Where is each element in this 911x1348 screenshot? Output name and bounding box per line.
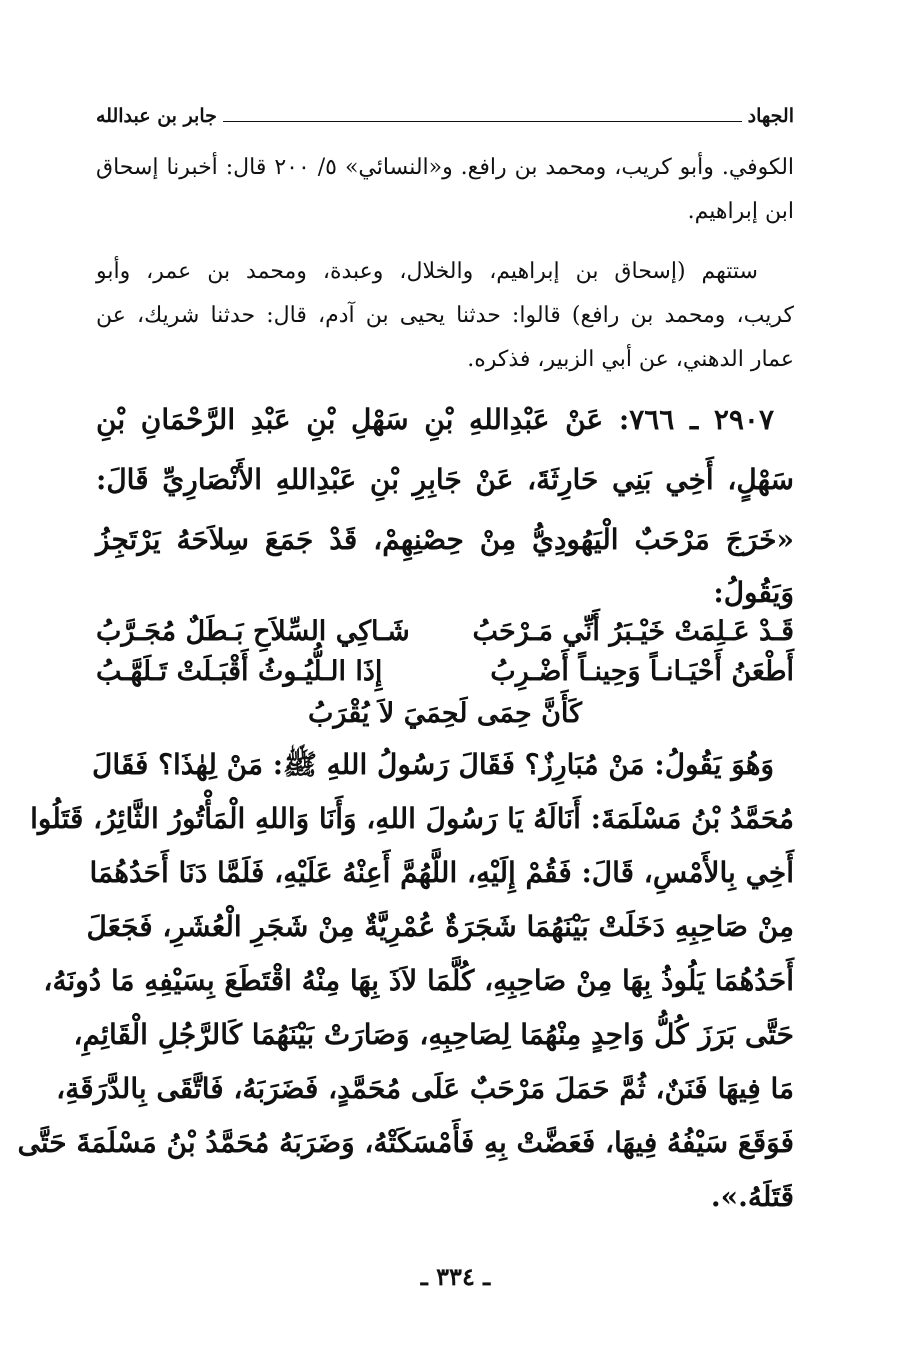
poem-hemistich: شَـاكِي السِّلاَحِ بَـطَلٌ مُجَـرَّبُ: [96, 616, 410, 647]
text-line: ابن إبراهيم.: [687, 199, 794, 224]
poem-hemistich: أَطْعَنُ أَحْيَـانـاً وَحِينـاً أَضْـرِبُ: [490, 656, 794, 687]
poem-verse: [96, 612, 794, 652]
text-line: قَتَلَهُ.».: [710, 1180, 794, 1213]
text-line: مِنْ صَاحِبِهِ دَخَلَتْ بَيْنَهُمَا شَجَرَةٌ عُمْرِيَّةٌ مِنْ شَجَرِ الْعُشَرِ، فَجَعَلَ: [86, 910, 794, 943]
poem-final-line: كَأَنَّ حِمَى لَحِمَيَ لاَ يُقْرَبُ: [308, 698, 582, 729]
text-line: «خَرَجَ مَرْحَبٌ الْيَهُودِيُّ مِنْ حِصْنِهِمْ، قَدْ جَمَعَ سِلاَحَهُ يَرْتَجِزُ: [96, 523, 794, 556]
narrative-paragraph: [17, 738, 794, 1224]
running-header: [96, 100, 794, 128]
poem-verse: [96, 652, 794, 692]
section-title: جابر بن عبدالله: [96, 105, 217, 127]
text-line: فَوَقَعَ سَيْفُهُ فِيهَا، فَعَضَّتْ بِهِ فَأَمْسَكَتْهُ، وَضَرَبَهُ مُحَمَّدُ بْنُ مَسْلَمَةَ حَتَّى: [17, 1126, 794, 1159]
page-number: ـ ٣٣٤ ـ: [420, 1262, 491, 1291]
header-rule: [223, 121, 742, 122]
poem-hemistich: إِذَا الـلُّيُـوثُ أَقْبَـلَتْ تَـلَهَّـبُ: [96, 656, 383, 687]
intro-paragraph: [96, 146, 794, 234]
poem-hemistich: قَـدْ عَـلِمَتْ خَيْـبَرُ أَنِّي مَـرْحَبُ: [472, 616, 794, 647]
chapter-title: الجهاد: [747, 105, 794, 127]
text-line: وَهُوَ يَقُولُ: مَنْ مُبَارِزٌ؟ فَقَالَ رَسُولُ اللهِ ﷺ: مَنْ لِهٰذَا؟ فَقَالَ: [91, 748, 774, 781]
text-line: مُحَمَّدُ بْنُ مَسْلَمَةَ: أَنَالَهُ يَا رَسُولَ اللهِ، وَأَنَا وَاللهِ الْمَأْتُورُ الثَّائِرُ، قَتَلُوا: [30, 802, 794, 835]
poem: [96, 612, 794, 736]
text-line: سَهْلٍ، أَخِي بَنِي حَارِثَةَ، عَنْ جَابِرِ بْنِ عَبْدِاللهِ الأَنْصَارِيِّ قَالَ:: [96, 463, 794, 496]
text-line: ستتهم (إسحاق بن إبراهيم، والخلال، وعبدة، ومحمد بن عمر، وأبو: [96, 259, 758, 284]
text-line: عمار الدهني، عن أبي الزبير، فذكره.: [467, 347, 794, 372]
text-line: وَيَقُولُ:: [713, 576, 794, 609]
hadith-heading: [96, 390, 794, 616]
text-line: أَخِي بِالأَمْسِ، قَالَ: فَقُمْ إِلَيْهِ، اللَّهُمَّ أَعِنْهُ عَلَيْهِ، فَلَمَّا دَنَا أَحَدُهُمَا: [89, 856, 794, 889]
hadith-number-line: ٢٩٠٧ ـ ٧٦٦: عَنْ عَبْدِاللهِ بْنِ سَهْلِ بْنِ عَبْدِ الرَّحْمَانِ بْنِ: [96, 403, 774, 436]
text-line: أَحَدُهُمَا يَلُوذُ بِهَا مِنْ صَاحِبِهِ، كُلَّمَا لاَذَ بِهَا مِنْهُ اقْتَطَعَ بِسَيْفِهِ مَا دُونَهُ،: [43, 964, 794, 997]
text-line: مَا فِيهَا فَنَنٌ، ثُمَّ حَمَلَ مَرْحَبٌ عَلَى مُحَمَّدٍ، فَضَرَبَهُ، فَاتَّقَى بِالدَّرَقَةِ،: [56, 1072, 794, 1105]
sources-paragraph: [96, 250, 794, 382]
text-line: حَتَّى بَرَزَ كُلُّ وَاحِدٍ مِنْهُمَا لِصَاحِبِهِ، وَصَارَتْ بَيْنَهُمَا كَالرَّجُلِ الْقَائِمِ،: [73, 1018, 794, 1051]
text-line: كريب، ومحمد بن رافع) قالوا: حدثنا يحيى بن آدم، قال: حدثنا شريك، عن: [96, 303, 794, 328]
text-line: الكوفي. وأبو كريب، ومحمد بن رافع. و«النسائي» ٥/ ٢٠٠ قال: أخبرنا إسحاق: [96, 155, 795, 180]
